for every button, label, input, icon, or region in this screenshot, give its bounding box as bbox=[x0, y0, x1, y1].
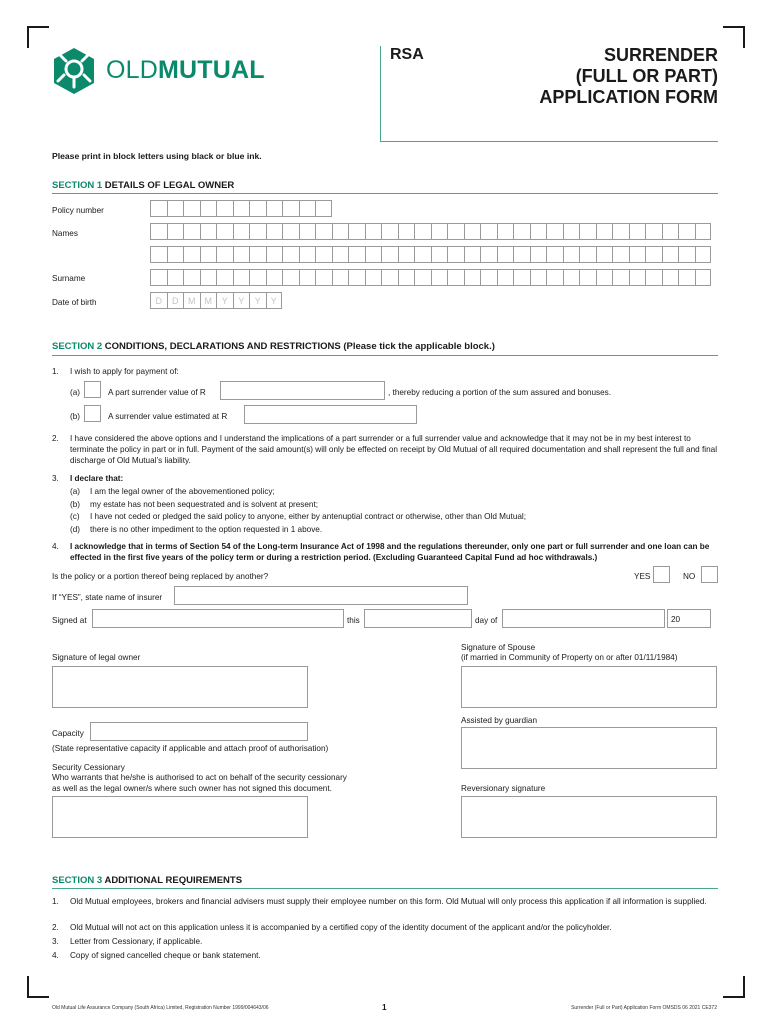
requirement-4-number: 4. bbox=[52, 951, 59, 960]
crop-mark-bottom-left bbox=[27, 976, 49, 998]
names-field-line-2[interactable] bbox=[150, 246, 711, 263]
dob-field[interactable] bbox=[150, 292, 282, 309]
footer-form-reference: Surrender (Full or Part) Application Form OMSDS 06 2021 CE372 bbox=[571, 1005, 717, 1011]
policy-number-field[interactable] bbox=[150, 200, 332, 217]
declaration-b-text: my estate has not been sequestrated and is solvent at present; bbox=[90, 500, 319, 509]
spouse-signature-note: (if married in Community of Property on or after 01/11/1984) bbox=[461, 653, 678, 662]
header-rule bbox=[380, 141, 718, 142]
requirement-3-number: 3. bbox=[52, 937, 59, 946]
section-3-rule bbox=[52, 888, 718, 889]
this-label: this bbox=[347, 616, 360, 625]
region-label: RSA bbox=[390, 46, 424, 63]
section-1-rule bbox=[52, 193, 718, 194]
dob-cell-day-2[interactable]: D bbox=[167, 292, 184, 309]
tree-emblem-icon bbox=[50, 47, 98, 95]
crop-mark-bottom-right bbox=[723, 976, 745, 998]
requirement-4-text: Copy of signed cancelled cheque or bank statement. bbox=[70, 951, 261, 960]
requirement-1-number: 1. bbox=[52, 897, 59, 906]
option-a-checkbox[interactable] bbox=[84, 381, 101, 398]
item-2-number: 2. bbox=[52, 434, 59, 443]
guardian-label: Assisted by guardian bbox=[461, 716, 538, 725]
section-2-rule bbox=[52, 355, 718, 356]
dob-label: Date of birth bbox=[52, 298, 97, 307]
form-title bbox=[418, 45, 718, 108]
title-line-2: (FULL OR PART) bbox=[575, 66, 718, 86]
yes-checkbox[interactable] bbox=[653, 566, 670, 583]
guardian-signature-box[interactable] bbox=[461, 727, 717, 769]
year-field[interactable] bbox=[667, 609, 711, 628]
header-divider bbox=[380, 46, 381, 142]
dob-cell-year-1[interactable]: Y bbox=[216, 292, 233, 309]
option-b-text: A surrender value estimated at R bbox=[108, 412, 228, 421]
dob-cell-year-3[interactable]: Y bbox=[249, 292, 266, 309]
policy-number-label: Policy number bbox=[52, 206, 104, 215]
declaration-b-label: (b) bbox=[70, 500, 81, 509]
surrender-estimate-field[interactable] bbox=[244, 405, 417, 424]
declaration-a-text: I am the legal owner of the abovementioned policy; bbox=[90, 487, 275, 496]
spouse-signature-box[interactable] bbox=[461, 666, 717, 708]
option-b-checkbox[interactable] bbox=[84, 405, 101, 422]
item-3-number: 3. bbox=[52, 474, 59, 483]
capacity-field[interactable] bbox=[90, 722, 308, 741]
month-field[interactable] bbox=[502, 609, 665, 628]
day-of-label: day of bbox=[475, 616, 498, 625]
owner-signature-box[interactable] bbox=[52, 666, 308, 708]
no-label: NO bbox=[683, 572, 696, 581]
requirement-1-text: Old Mutual employees, brokers and financial advisers must supply their employee number on this form. Old Mutual will only process this application if all information is supplied. bbox=[70, 897, 707, 906]
insurer-name-field[interactable] bbox=[174, 586, 468, 605]
year-prefix: 20 bbox=[671, 615, 681, 624]
item-4-number: 4. bbox=[52, 542, 59, 551]
section-3-heading: SECTION 3 ADDITIONAL REQUIREMENTS bbox=[52, 875, 243, 886]
dob-cell-month-1[interactable]: M bbox=[183, 292, 200, 309]
crop-mark-top-left bbox=[27, 26, 49, 48]
option-a-label: (a) bbox=[70, 388, 81, 397]
declaration-a-label: (a) bbox=[70, 487, 81, 496]
reversionary-label: Reversionary signature bbox=[461, 784, 546, 793]
surname-label: Surname bbox=[52, 274, 86, 283]
day-field[interactable] bbox=[364, 609, 472, 628]
replaced-question: Is the policy or a portion thereof being replaced by another? bbox=[52, 572, 269, 581]
requirement-2-number: 2. bbox=[52, 923, 59, 932]
dob-cell-year-4[interactable]: Y bbox=[266, 292, 283, 309]
capacity-label: Capacity bbox=[52, 729, 84, 738]
yes-label: YES bbox=[634, 572, 651, 581]
item-2-text: I have considered the above options and I understand the implications of a part surrender or a full surrender value and acknowledge that it may not be in my best interest to terminate the policy in part or in full. Payment of the said amount(s) will only be effected on receipt by Old Mutual of all required documentation and shall represent the full and final discharge of Old Mutual’s liability. bbox=[70, 434, 718, 465]
item-3-title: I declare that: bbox=[70, 474, 124, 483]
spouse-signature-label: Signature of Spouse bbox=[461, 643, 536, 652]
option-a-suffix: , thereby reducing a portion of the sum assured and bonuses. bbox=[388, 388, 612, 397]
cessionary-signature-box[interactable] bbox=[52, 796, 308, 838]
dob-cell-day-1[interactable]: D bbox=[150, 292, 167, 309]
title-line-1: SURRENDER bbox=[603, 45, 718, 65]
declaration-d-text: there is no other impediment to the option requested in 1 above. bbox=[90, 525, 323, 534]
requirement-3-text: Letter from Cessionary, if applicable. bbox=[70, 937, 203, 946]
title-line-3: APPLICATION FORM bbox=[539, 87, 718, 107]
dob-cell-month-2[interactable]: M bbox=[200, 292, 217, 309]
declaration-d-label: (d) bbox=[70, 525, 81, 534]
surname-field[interactable] bbox=[150, 269, 711, 286]
section-1-heading: SECTION 1 DETAILS OF LEGAL OWNER bbox=[52, 180, 235, 191]
reversionary-signature-box[interactable] bbox=[461, 796, 717, 838]
names-label: Names bbox=[52, 229, 78, 238]
capacity-note: (State representative capacity if applicable and attach proof of authorisation) bbox=[52, 744, 329, 753]
signed-at-field[interactable] bbox=[92, 609, 344, 628]
declaration-c-text: I have not ceded or pledged the said policy to anyone, either by antenuptial contract or otherwise, other than Old Mutual; bbox=[90, 512, 527, 521]
footer-company: Old Mutual Life Assurance Company (South Africa) Limited, Registration Number 1999/004643/06 bbox=[52, 1005, 269, 1011]
dob-cell-year-2[interactable]: Y bbox=[233, 292, 250, 309]
page-number: 1 bbox=[382, 1003, 387, 1012]
insurer-label: If “YES”, state name of insurer bbox=[52, 593, 163, 602]
item-1-number: 1. bbox=[52, 367, 59, 376]
old-mutual-logo bbox=[50, 47, 98, 100]
cessionary-label: Security Cessionary bbox=[52, 763, 125, 772]
section-2-heading: SECTION 2 CONDITIONS, DECLARATIONS AND RESTRICTIONS (Please tick the applicable block.) bbox=[52, 341, 495, 352]
requirement-2-text: Old Mutual will not act on this application unless it is accompanied by a certified copy of the identity document of the applicant and/or the policyholder. bbox=[70, 923, 612, 932]
no-checkbox[interactable] bbox=[701, 566, 718, 583]
owner-signature-label: Signature of legal owner bbox=[52, 653, 141, 662]
signed-at-label: Signed at bbox=[52, 616, 87, 625]
logo-wordmark: OLDMUTUAL bbox=[106, 56, 265, 84]
crop-mark-top-right bbox=[723, 26, 745, 48]
instruction-text: Please print in block letters using black or blue ink. bbox=[52, 151, 262, 161]
part-surrender-amount-field[interactable] bbox=[220, 381, 385, 400]
option-b-label: (b) bbox=[70, 412, 81, 421]
cessionary-note-2: as well as the legal owner/s where such owner has not signed this document. bbox=[52, 784, 332, 793]
names-field-line-1[interactable] bbox=[150, 223, 711, 240]
option-a-text: A part surrender value of R bbox=[108, 388, 206, 397]
declaration-c-label: (c) bbox=[70, 512, 80, 521]
item-4-text: I acknowledge that in terms of Section 54 of the Long-term Insurance Act of 1998 and the regulations thereunder, only one part or full surrender and one loan can be effected in the first five years of the policy term or during a restriction period. (Excluding Guaranteed Capital Fund ad hoc withdrawals.) bbox=[70, 542, 710, 562]
cessionary-note-1: Who warrants that he/she is authorised to act on behalf of the security cessionary bbox=[52, 773, 347, 782]
item-1-text: I wish to apply for payment of: bbox=[70, 367, 179, 376]
